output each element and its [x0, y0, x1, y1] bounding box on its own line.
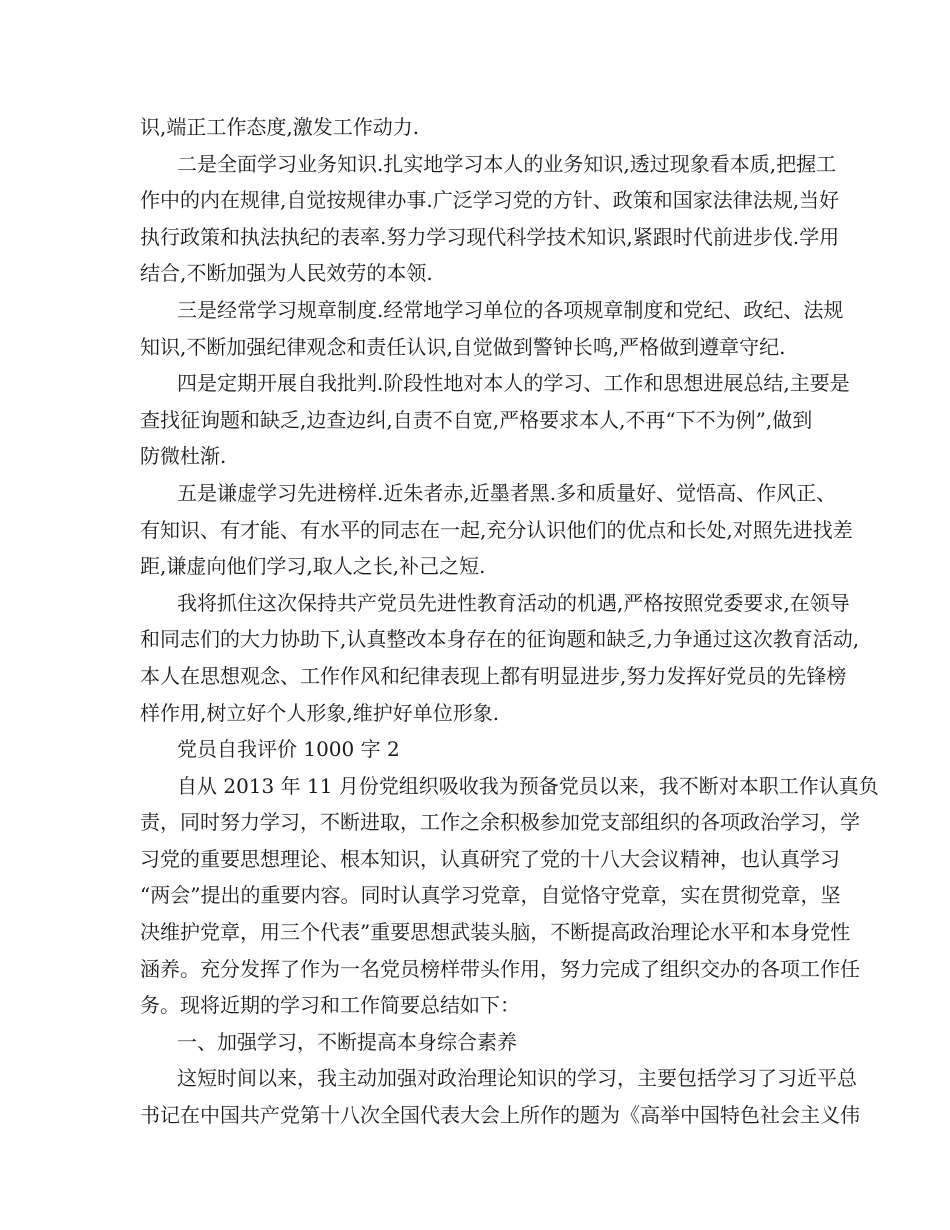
text-line: 本人在思想观念、工作作风和纪律表现上都有明显进步,努力发挥好党员的先锋榜 — [140, 663, 847, 688]
text-line: 作中的内在规律,自觉按规律办事.广泛学习党的方针、政策和国家法律法规,当好 — [140, 188, 840, 213]
text-line: 查找征询题和缺乏,边查边纠,自责不自宽,严格要求本人,不再“下不为例”,做到 — [140, 407, 813, 432]
text-line: 习党的重要思想理论、根本知识，认真研究了党的十八大会议精神，也认真学习 — [140, 846, 840, 871]
text-line: 有知识、有才能、有水平的同志在一起,充分认识他们的优点和长处,对照先进找差 — [140, 517, 853, 542]
text-line: 样作用,树立好个人形象,维护好单位形象. — [140, 700, 500, 725]
text-line: 我将抓住这次保持共产党员先进性教育活动的机遇,严格按照党委要求,在领导 — [177, 590, 850, 615]
text-line: 自从 2013 年 11 月份党组织吸收我为预备党员以来，我不断对本职工作认真负 — [177, 773, 879, 798]
text-line: 结合,不断加强为人民效劳的本领. — [140, 261, 433, 286]
text-line: 三是经常学习规章制度.经常地学习单位的各项规章制度和党纪、政纪、法规 — [177, 297, 844, 322]
text-line: 书记在中国共产党第十八次全国代表大会上所作的题为《高举中国特色社会主义伟 — [140, 1103, 860, 1128]
text-line: 务。现将近期的学习和工作简要总结如下： — [140, 993, 520, 1018]
text-line: “两会”提出的重要内容。同时认真学习党章，自觉恪守党章，实在贯彻党章，坚 — [140, 883, 841, 908]
text-line: 防微杜渐. — [140, 444, 227, 469]
document-body — [140, 109, 879, 1134]
text-line: 知识,不断加强纪律观念和责任认识,自觉做到警钟长鸣,严格做到遵章守纪. — [140, 334, 786, 359]
text-line: 执行政策和执法执纪的表率.努力学习现代科学技术知识,紧跟时代前进步伐.学用 — [140, 224, 840, 249]
section-heading: 党员自我评价 1000 字 2 — [177, 737, 400, 762]
text-line: 和同志们的大力协助下,认真整改本身存在的征询题和缺乏,力争通过这次教育活动, — [140, 627, 860, 652]
text-line: 五是谦虚学习先进榜样.近朱者赤,近墨者黑.多和质量好、觉悟高、作风正、 — [177, 480, 837, 505]
text-line: 距,谦虚向他们学习,取人之长,补己之短. — [140, 554, 486, 579]
text-line: 这短时间以来，我主动加强对政治理论知识的学习，主要包括学习了习近平总 — [177, 1066, 857, 1091]
text-line: 涵养。充分发挥了作为一名党员榜样带头作用，努力完成了组织交办的各项工作任 — [140, 956, 860, 981]
text-line: 决维护党章，用三个代表”重要思想武装头脑，不断提高政治理论水平和本身党性 — [140, 920, 851, 945]
subsection-heading: 一、加强学习，不断提高本身综合素养 — [177, 1029, 517, 1054]
text-line: 二是全面学习业务知识.扎实地学习本人的业务知识,透过现象看本质,把握工 — [177, 151, 837, 176]
text-line: 责，同时努力学习，不断进取，工作之余积极参加党支部组织的各项政治学习，学 — [140, 810, 860, 835]
text-line: 识,端正工作态度,激发工作动力. — [140, 115, 420, 139]
text-line: 四是定期开展自我批判.阶段性地对本人的学习、工作和思想进展总结,主要是 — [177, 371, 850, 396]
